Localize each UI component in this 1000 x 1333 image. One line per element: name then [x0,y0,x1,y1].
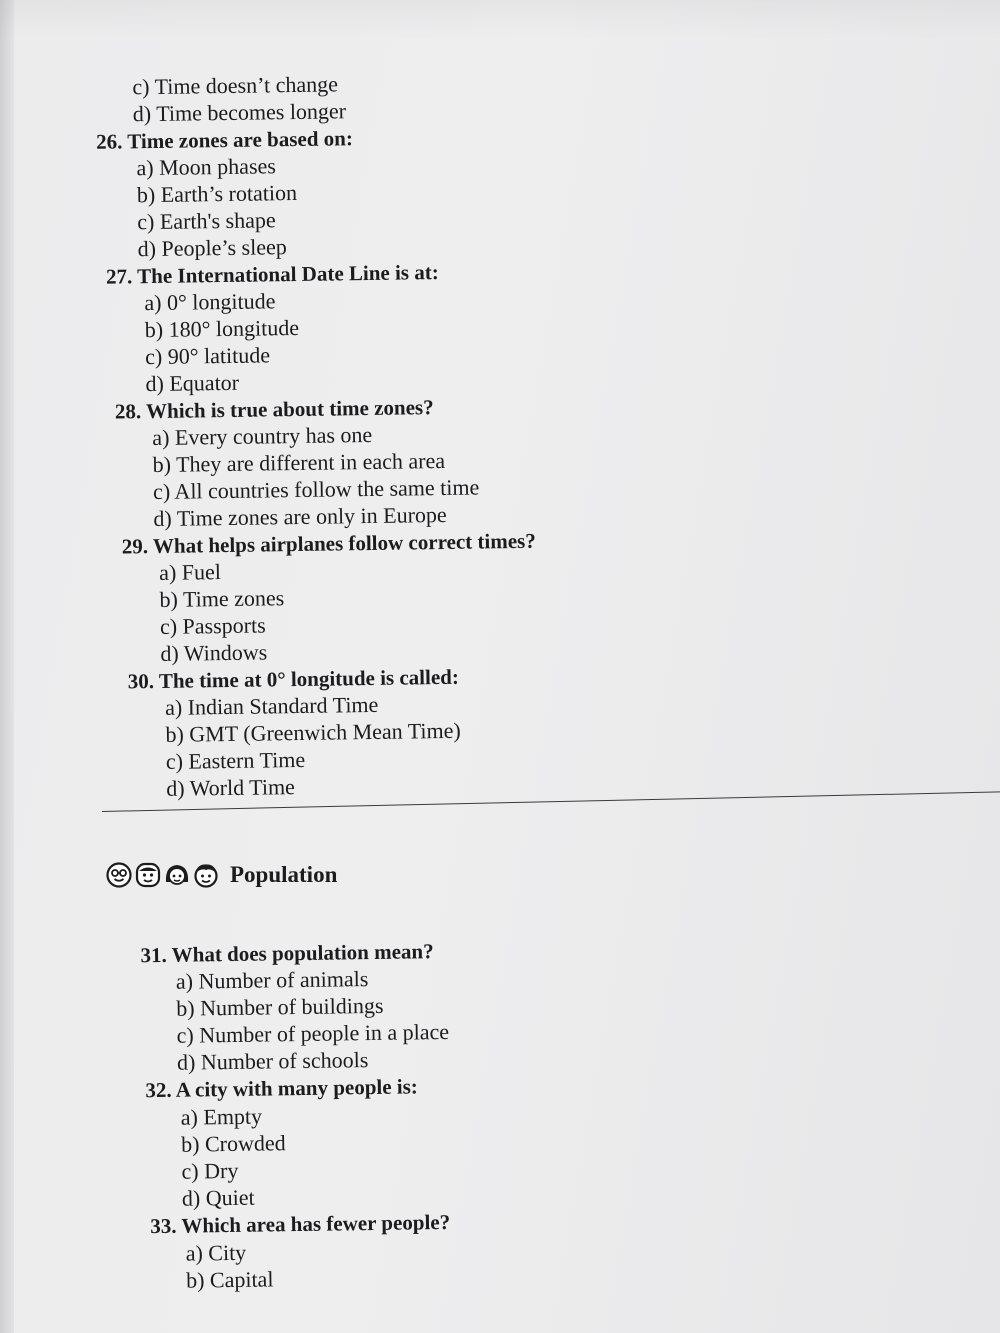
q27-option-a: a) 0° longitude [144,288,276,316]
q28-option-c: c) All countries follow the same time [152,474,480,505]
q32-option-c: c) Dry [181,1157,239,1184]
q31-option-c: c) Number of people in a place [176,1018,450,1048]
q32-option-a: a) Empty [180,1103,263,1130]
q25-option-d: d) Time becomes longer [132,98,347,127]
q31-question: 31. What does population mean? [140,939,434,968]
q29-option-d: d) Windows [160,639,268,666]
q29-question: 29. What helps airplanes follow correct times? [121,528,536,559]
q28-option-a: a) Every country has one [152,421,373,451]
q26-question: 26. Time zones are based on: [96,126,354,154]
q28-option-b: b) They are different in each area [152,447,446,478]
q31-option-a: a) Number of animals [175,966,369,994]
q30-question: 30. The time at 0° longitude is called: [127,664,460,694]
q30-option-b: b) GMT (Greenwich Mean Time) [165,717,461,747]
q27-option-d: d) Equator [145,369,240,397]
q26-option-a: a) Moon phases [136,153,277,181]
face-with-glasses-icon [106,862,132,888]
q33-option-a: a) City [185,1239,247,1266]
girl-face-icon [164,862,190,888]
q32-question: 32. A city with many people is: [145,1074,419,1103]
q32-option-d: d) Quiet [181,1184,255,1211]
q26-option-b: b) Earth’s rotation [136,179,298,208]
q28-question: 28. Which is true about time zones? [114,395,434,424]
q27-option-c: c) 90° latitude [145,342,271,370]
section-title: Population [230,862,338,887]
q31-option-d: d) Number of schools [176,1047,369,1075]
q27-option-b: b) 180° longitude [144,314,300,343]
q30-option-c: c) Eastern Time [165,746,306,774]
q33-question: 33. Which area has fewer people? [150,1209,451,1239]
q29-option-c: c) Passports [159,612,266,639]
q26-option-d: d) People’s sleep [137,234,287,262]
boy-face-icon [193,862,219,888]
q32-option-b: b) Crowded [181,1130,286,1157]
q26-option-c: c) Earth's shape [137,207,276,235]
q33-option-b: b) Capital [185,1266,274,1293]
q31-option-b: b) Number of buildings [176,992,384,1021]
q29-option-b: b) Time zones [159,585,285,612]
q30-option-a: a) Indian Standard Time [164,691,379,720]
q29-option-a: a) Fuel [159,559,222,585]
smiling-face-icon [135,862,161,888]
q30-option-d: d) World Time [166,774,296,801]
q27-question: 27. The International Date Line is at: [105,260,439,289]
q28-option-d: d) Time zones are only in Europe [153,501,447,532]
q25-option-c: c) Time doesn’t change [132,71,339,100]
population-section-header [106,862,337,888]
